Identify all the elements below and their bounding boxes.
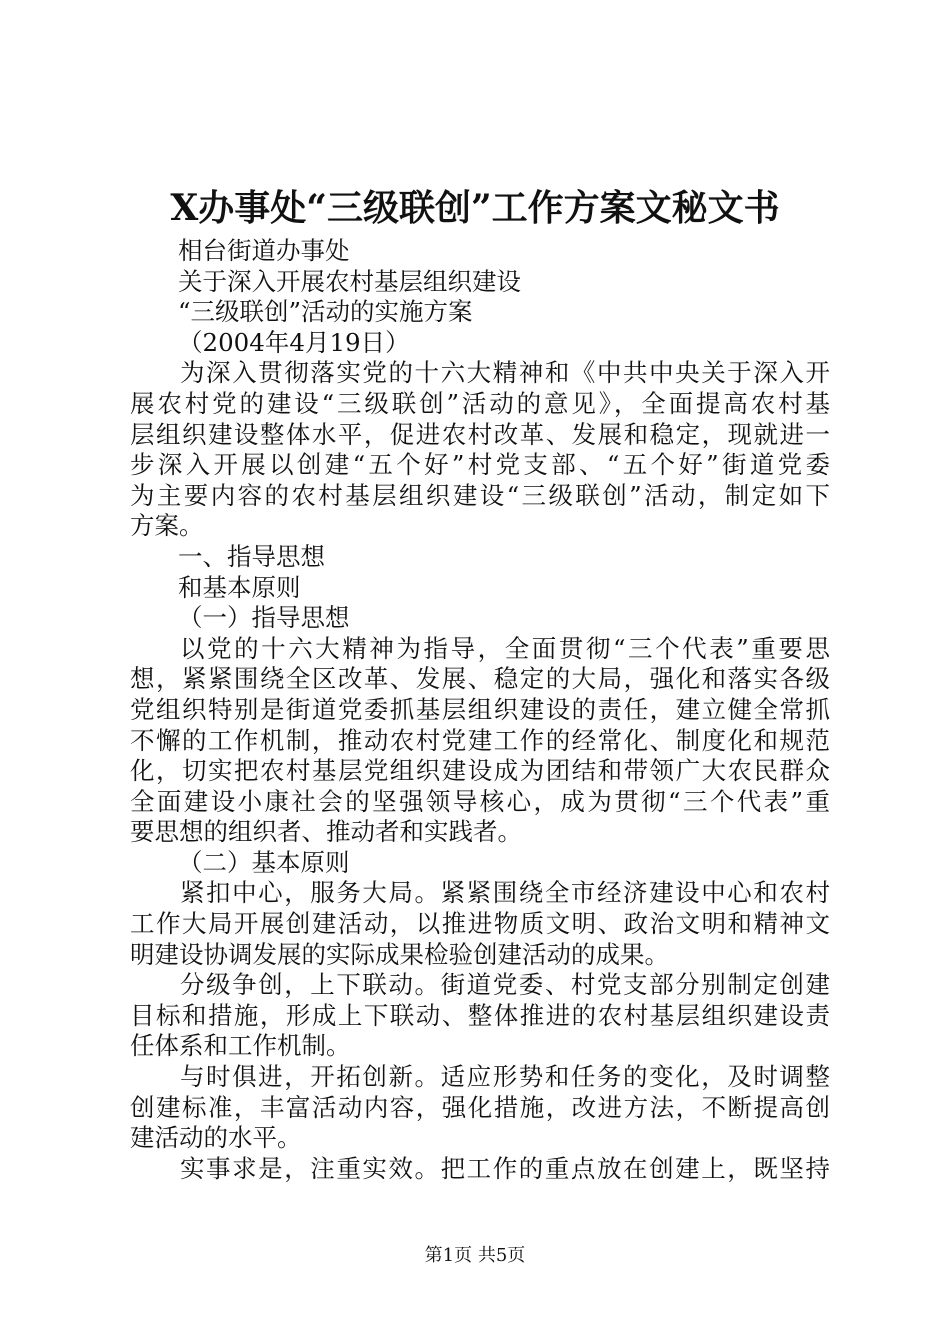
paragraph-line: 创建标准，丰富活动内容，强化措施，改进方法，不断提高创: [130, 1092, 830, 1122]
paragraph-line: 化，切实把农村基层党组织建设成为团结和带领广大农民群众: [130, 756, 830, 786]
paragraph-line: 工作大局开展创建活动，以推进物质文明、政治文明和精神文: [130, 909, 830, 939]
paragraph-line: 为主要内容的农村基层组织建设“三级联创”活动，制定如下: [130, 480, 830, 510]
paragraph-line: 展农村党的建设“三级联创”活动的意见》，全面提高农村基: [130, 388, 830, 418]
section-heading: 和基本原则: [178, 572, 301, 602]
paragraph-line: 方案。: [130, 511, 204, 541]
subtitle-line: “三级联创”活动的实施方案: [178, 297, 473, 327]
paragraph-line: 任体系和工作机制。: [130, 1031, 351, 1061]
issuer-line: 相台街道办事处: [178, 236, 350, 265]
paragraph-line: 为深入贯彻落实党的十六大精神和《中共中央关于深入开: [180, 358, 830, 388]
paragraph-line: 不懈的工作机制，推动农村党建工作的经常化、制度化和规范: [130, 725, 830, 755]
paragraph-line: 分级争创，上下联动。街道党委、村党支部分别制定创建: [180, 970, 830, 1000]
paragraph-line: 党组织特别是街道党委抓基层组织建设的责任，建立健全常抓: [130, 694, 830, 724]
paragraph-line: 步深入开展以创建“五个好”村党支部、“五个好”街道党委: [130, 450, 830, 480]
document-body: [130, 236, 830, 1184]
subsection-heading: （一）指导思想: [178, 603, 350, 633]
section-heading: 一、指导思想: [178, 541, 325, 571]
paragraph-line: 实事求是，注重实效。把工作的重点放在创建上，既坚持: [180, 1153, 830, 1183]
page-footer: 第1页 共5页: [424, 1245, 526, 1266]
paragraph-line: 想，紧紧围绕全区改革、发展、稳定的大局，强化和落实各级: [130, 664, 830, 694]
paragraph-line: 层组织建设整体水平，促进农村改革、发展和稳定，现就进一: [130, 419, 830, 449]
paragraph-line: 紧扣中心，服务大局。紧紧围绕全市经济建设中心和农村: [180, 878, 830, 908]
subtitle-line: 关于深入开展农村基层组织建设: [178, 266, 521, 296]
date-line: （2004年4月19日）: [178, 327, 410, 357]
paragraph-line: 目标和措施，形成上下联动、整体推进的农村基层组织建设责: [130, 1000, 830, 1030]
subsection-heading: （二）基本原则: [178, 847, 350, 877]
paragraph-line: 要思想的组织者、推动者和实践者。: [130, 817, 522, 847]
paragraph-line: 以党的十六大精神为指导，全面贯彻“三个代表”重要思: [180, 633, 830, 663]
paragraph-line: 全面建设小康社会的坚强领导核心，成为贯彻“三个代表”重: [130, 786, 830, 816]
paragraph-line: 明建设协调发展的实际成果检验创建活动的成果。: [130, 939, 669, 969]
paragraph-line: 建活动的水平。: [130, 1123, 302, 1153]
paragraph-line: 与时俱进，开拓创新。适应形势和任务的变化，及时调整: [180, 1062, 830, 1092]
document-title: X办事处“三级联创”工作方案文秘文书: [170, 187, 780, 229]
